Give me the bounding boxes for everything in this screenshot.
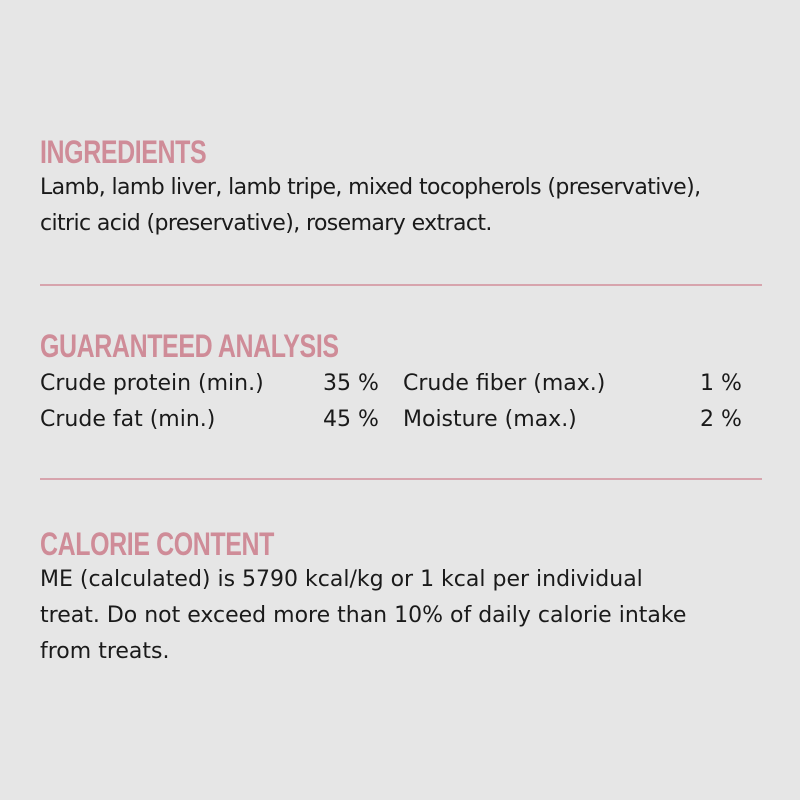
ingredients-text <box>40 170 762 242</box>
analysis-table <box>40 364 762 440</box>
analysis-label: Moisture (max.) <box>403 407 577 432</box>
analysis-label: Crude protein (min.) <box>40 371 264 396</box>
ingredients-line-2: citric acid (preservative), rosemary extract. <box>40 211 492 236</box>
analysis-heading: GUARANTEED ANALYSIS <box>40 328 339 364</box>
calorie-line-1: ME (calculated) is 5790 kcal/kg or 1 kcal per individual <box>40 567 643 592</box>
calorie-heading: CALORIE CONTENT <box>40 526 275 562</box>
analysis-value: 35 % <box>323 371 379 396</box>
ingredients-heading: INGREDIENTS <box>40 134 207 170</box>
section-divider <box>40 478 762 480</box>
calorie-content-section <box>40 526 762 670</box>
analysis-value: 2 % <box>700 407 742 432</box>
analysis-value: 1 % <box>700 371 742 396</box>
ingredients-section <box>40 134 762 242</box>
calorie-line-2: treat. Do not exceed more than 10% of daily calorie intake <box>40 603 687 628</box>
analysis-value: 45 % <box>323 407 379 432</box>
calorie-line-3: from treats. <box>40 639 170 664</box>
ingredients-line-1: Lamb, lamb liver, lamb tripe, mixed tocopherols (preservative), <box>40 175 701 200</box>
calorie-text <box>40 562 762 670</box>
guaranteed-analysis-section <box>40 328 762 440</box>
analysis-label: Crude fat (min.) <box>40 407 216 432</box>
section-divider <box>40 284 762 286</box>
analysis-label: Crude fiber (max.) <box>403 371 606 396</box>
